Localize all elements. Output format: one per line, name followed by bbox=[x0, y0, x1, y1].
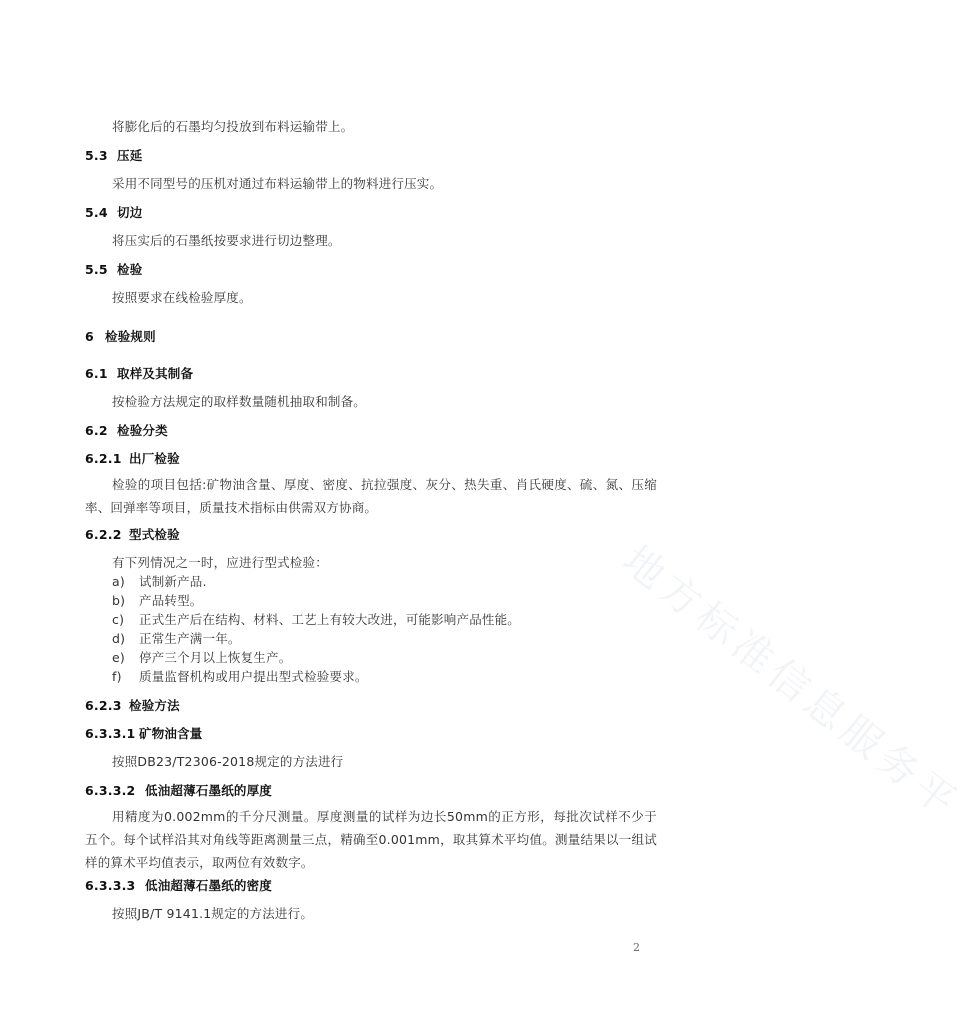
section-heading-6-2-2 bbox=[85, 527, 180, 543]
list-item-text: 质量监督机构或用户提出型式检验要求。 bbox=[139, 669, 368, 684]
section-title: 矿物油含量 bbox=[139, 726, 203, 741]
section-heading-5-3 bbox=[85, 148, 142, 164]
section-number: 6.2.3 bbox=[85, 698, 122, 713]
list-item bbox=[112, 631, 241, 647]
paragraph-text: 按照要求在线检验厚度。 bbox=[112, 290, 252, 305]
list-item-text: 试制新产品. bbox=[139, 574, 207, 589]
section-number: 5.5 bbox=[85, 262, 108, 277]
list-item-text: 产品转型。 bbox=[139, 593, 203, 608]
section-number: 6.3.3.2 bbox=[85, 783, 136, 798]
list-item-text: 停产三个月以上恢复生产。 bbox=[139, 650, 292, 665]
section-heading-6 bbox=[85, 329, 156, 345]
list-item-text: 正式生产后在结构、材料、工艺上有较大改进，可能影响产品性能。 bbox=[139, 612, 521, 627]
section-title: 出厂检验 bbox=[129, 451, 180, 466]
paragraph-text: 将膨化后的石墨均匀投放到布料运输带上。 bbox=[112, 119, 354, 134]
watermark: 地方标准信息服务平 bbox=[613, 537, 969, 829]
section-title: 检验方法 bbox=[129, 698, 180, 713]
section-title: 切边 bbox=[117, 205, 143, 220]
list-marker: d) bbox=[112, 631, 126, 646]
list-item-text: 正常生产满一年。 bbox=[139, 631, 241, 646]
paragraph-text: 将压实后的石墨纸按要求进行切边整理。 bbox=[112, 233, 341, 248]
paragraph-text: 有下列情况之一时，应进行型式检验： bbox=[112, 555, 328, 570]
paragraph-text: 按检验方法规定的取样数量随机抽取和制备。 bbox=[112, 394, 367, 409]
section-title: 低油超薄石墨纸的密度 bbox=[145, 878, 273, 893]
section-heading-5-5 bbox=[85, 262, 142, 278]
section-heading-6-2 bbox=[85, 423, 168, 439]
section-heading-6-2-3 bbox=[85, 698, 180, 714]
section-heading-6-3-3-2 bbox=[85, 783, 272, 799]
section-heading-6-1 bbox=[85, 366, 193, 382]
list-item bbox=[112, 574, 207, 590]
section-title: 检验规则 bbox=[105, 329, 156, 344]
section-number: 6.2.1 bbox=[85, 451, 122, 466]
section-number: 6.3.3.3 bbox=[85, 878, 136, 893]
section-number: 5.4 bbox=[85, 205, 108, 220]
section-title: 压延 bbox=[117, 148, 143, 163]
paragraph-text: 用精度为0.002mm的千分尺测量。厚度测量的试样为边长50mm的正方形，每批次试样不少于五个。每个试样沿其对角线等距离测量三点，精确至0.001mm，取其算术平均值。测量结果以一组试样的算术平均值表示，取两位有效数字。 bbox=[85, 809, 657, 870]
page-number: 2 bbox=[633, 941, 640, 954]
paragraph-text: 采用不同型号的压机对通过布料运输带上的物料进行压实。 bbox=[112, 176, 443, 191]
list-item bbox=[112, 669, 368, 685]
section-title: 低油超薄石墨纸的厚度 bbox=[145, 783, 273, 798]
section-number: 6.1 bbox=[85, 366, 108, 381]
section-number: 6 bbox=[85, 329, 94, 344]
list-item bbox=[112, 593, 203, 609]
paragraph-text: 按照JB/T 9141.1规定的方法进行。 bbox=[112, 906, 314, 921]
paragraph-text: 检验的项目包括:矿物油含量、厚度、密度、抗拉强度、灰分、热失重、肖氏硬度、硫、氮、压缩率、回弹率等项目，质量技术指标由供需双方协商。 bbox=[85, 477, 657, 515]
section-number: 6.2.2 bbox=[85, 527, 122, 542]
section-title: 检验分类 bbox=[117, 423, 168, 438]
section-heading-6-2-1 bbox=[85, 451, 180, 467]
section-heading-5-4 bbox=[85, 205, 142, 221]
list-item bbox=[112, 612, 520, 628]
list-marker: b) bbox=[112, 593, 126, 608]
list-marker: e) bbox=[112, 650, 125, 665]
list-item bbox=[112, 650, 291, 666]
section-title: 检验 bbox=[117, 262, 143, 277]
list-marker: a) bbox=[112, 574, 125, 589]
section-number: 5.3 bbox=[85, 148, 108, 163]
section-title: 取样及其制备 bbox=[117, 366, 194, 381]
section-heading-6-3-3-1 bbox=[85, 726, 203, 742]
section-number: 6.3.3.1 bbox=[85, 726, 136, 741]
paragraph-text: 按照DB23/T2306-2018规定的方法进行 bbox=[112, 754, 344, 769]
list-marker: c) bbox=[112, 612, 125, 627]
section-heading-6-3-3-3 bbox=[85, 878, 272, 894]
section-title: 型式检验 bbox=[129, 527, 180, 542]
section-number: 6.2 bbox=[85, 423, 108, 438]
list-marker: f) bbox=[112, 669, 122, 684]
